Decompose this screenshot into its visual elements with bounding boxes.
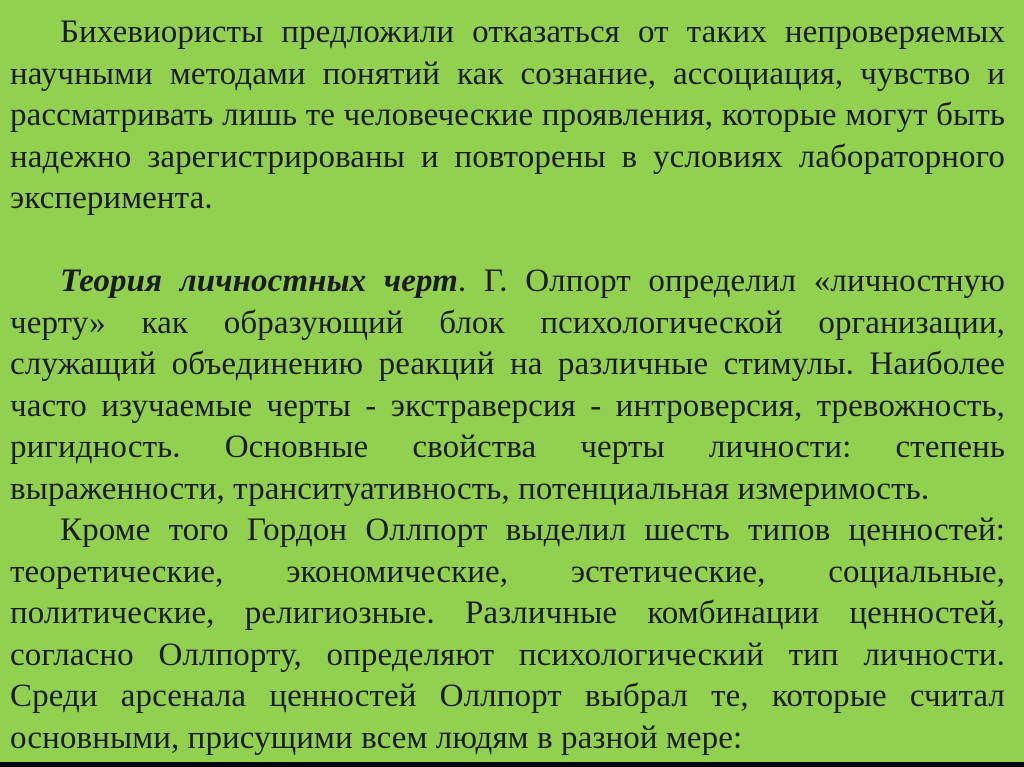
paragraph-trait-theory xyxy=(10,261,1005,510)
slide-text xyxy=(10,12,1005,759)
paragraph-allport-values: Кроме того Гордон Оллпорт выделил шесть типов ценностей: теоретические, экономические, эстетические, социальные, политические, религиозные. Различные комбинации ценностей, согласно Оллпорту, определяют психологический тип личности. Среди арсенала ценностей Оллпорт выбрал те, которые считал основными, присущими всем людям в разной мере: xyxy=(10,512,1005,756)
trait-theory-text: . Г. Олпорт определил «личностную черту» как образующий блок психологической организации, служащий объединению реакций на различные стимулы. Наиболее часто изучаемые черты - экстраверсия - интроверсия, тревожность, ригидность. Основные свойства черты личности: степень выраженности, транситуативность, потенциальная измеримость. xyxy=(10,263,1005,507)
trait-theory-heading: Теория личностных черт xyxy=(60,263,458,299)
paragraph-behaviorists: Бихевиористы предложили отказаться от таких непроверяемых научными методами понятий как сознание, ассоциация, чувство и рассматривать лишь те человеческие проявления, которые могут быть надежно зарегистрированы и повторены в условиях лабораторного эксперимента. xyxy=(10,14,1005,216)
